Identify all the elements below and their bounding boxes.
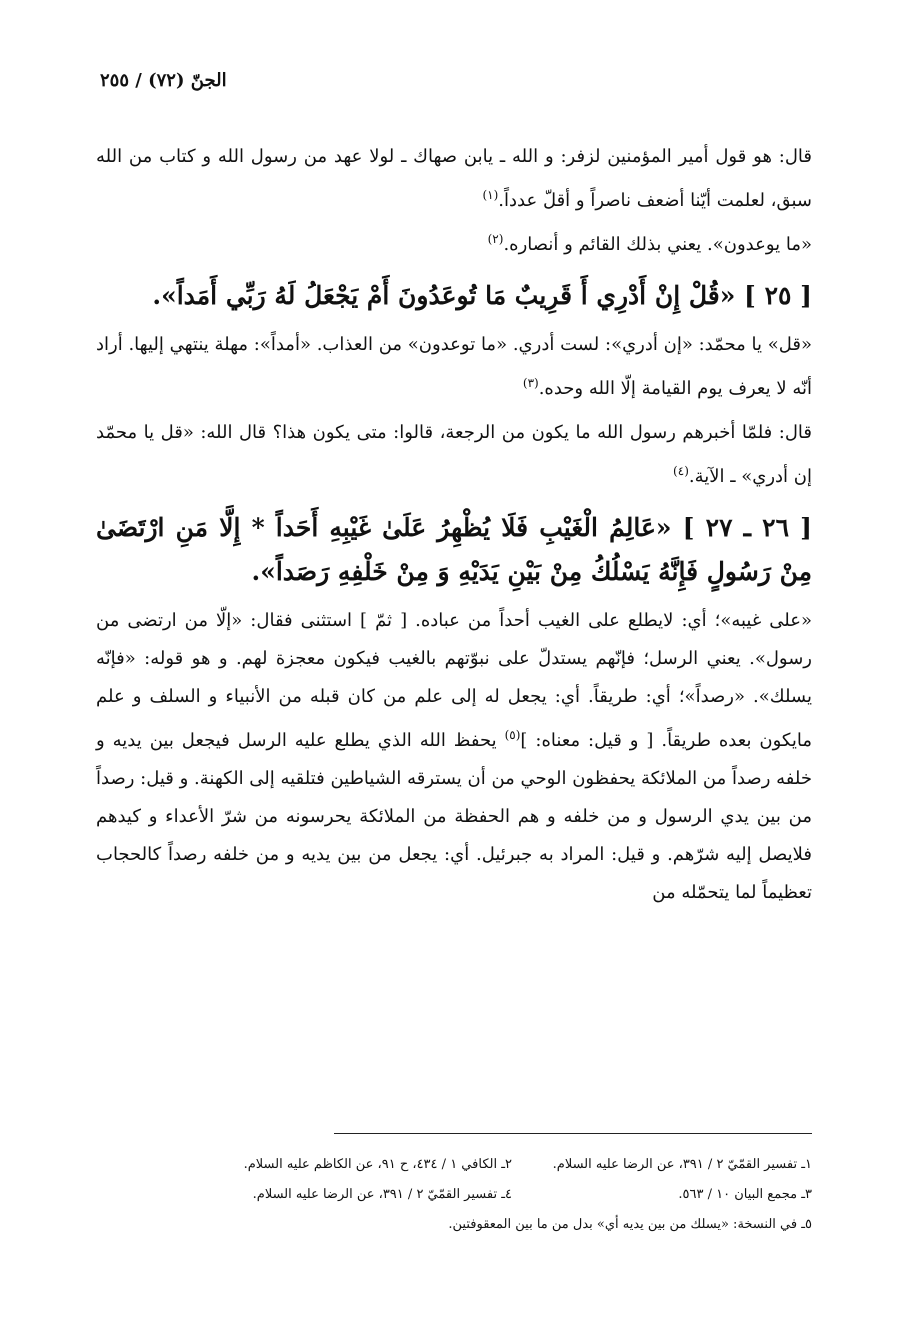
- footnote-1: ١ـ تفسير القمّيّ ٢ / ٣٩١، عن الرضا عليه السلام.: [552, 1157, 812, 1172]
- paragraph-2: [96, 220, 812, 264]
- footnote-ref-1[interactable]: (١): [482, 188, 499, 202]
- footnote-4: ٤ـ تفسير القمّيّ ٢ / ٣٩١، عن الرضا عليه السلام.: [252, 1187, 512, 1202]
- paragraph-1-text: قال: هو قول أمير المؤمنين لزفر: و الله ـ يابن صهاك ـ لولا عهد من رسول الله و كتاب من الله سبق، لعلمت أيّنا أضعف ناصراً و أقلّ عدداً.: [96, 146, 812, 211]
- footnote-row-1: [160, 1150, 812, 1180]
- footnote-ref-2[interactable]: (٢): [487, 232, 504, 246]
- footnotes: [160, 1150, 812, 1240]
- footnote-divider: [334, 1133, 812, 1134]
- paragraph-5-text-a: «على غيبه»؛ أي: لايطلع على الغيب أحداً من عباده. [ ثمّ ] استثنى فقال: «إلّا من ارتضى من رسول». يعني الرسل؛ فإنّهم يستدلّ على نبوّتهم بالغيب فيكون معجزة لهم. و هو قوله: «فإنّه يسلك». «رصداً»؛ أي: طريقاً. أي: يجعل له إلى علم من كان قبله من الأنبياء و السلف و علم مايكون بعده طريقاً. [ و قيل: معناه: ]: [96, 610, 812, 751]
- footnote-2: ٢ـ الكافي ١ / ٤٣٤، ح ٩١، عن الكاظم عليه السلام.: [243, 1157, 512, 1172]
- paragraph-5-text-b: يحفظ الله الذي يطلع عليه الرسل فيجعل بين يديه و خلفه رصداً من الملائكة يحفظون الوحي من أن يسترقه الشياطين فتلقيه إلى الكهنة. و قيل: رصداً من بين يدي الرسول و من خلفه و هم الحفظة من الملائكة يحرسونه من شرّ الأعداء و كيدهم فلايصل إليه شرّهم. و قيل: المراد به جبرئيل. أي: يجعل من بين يديه و من خلفه رصداً كالحجاب تعظيماً لما يتحمّله من: [96, 730, 813, 903]
- paragraph-3-text: «قل» يا محمّد: «إن أدري»: لست أدري. «ما توعدون» من العذاب. «أمداً»: مهلة ينتهي إليها. أراد أنّه لا يعرف يوم القيامة إلّا الله وحده.: [96, 334, 812, 399]
- paragraph-4: [96, 414, 812, 496]
- footnote-row-2: [160, 1180, 812, 1210]
- paragraph-2-text: «ما يوعدون». يعني بذلك القائم و أنصاره.: [503, 234, 812, 255]
- running-head: الجنّ (٧٢) / ٢٥٥: [100, 70, 227, 91]
- footnote-ref-4[interactable]: (٤): [673, 464, 689, 478]
- footnote-ref-5[interactable]: (٥): [504, 728, 521, 742]
- paragraph-4-text: قال: فلمّا أخبرهم رسول الله ما يكون من الرجعة، قالوا: متى يكون هذا؟ قال الله: «قل يا محمّد إن أدري» ـ الآية.: [96, 422, 812, 487]
- verse-25: [ ٢٥ ] «قُلْ إِنْ أَدْرِي أَ قَرِيبٌ مَا تُوعَدُونَ أَمْ يَجْعَلُ لَهُ رَبِّي أَمَداً».: [152, 281, 812, 310]
- paragraph-1: [96, 138, 812, 220]
- paragraph-3: [96, 326, 812, 408]
- verse-26-27: [ ٢٦ ـ ٢٧ ] «عَالِمُ الْغَيْبِ فَلَا يُظْهِرُ عَلَىٰ غَيْبِهِ أَحَداً * إِلَّا مَنِ ارْتَضَىٰ مِنْ رَسُولٍ فَإِنَّهُ يَسْلُكُ مِنْ بَيْنِ يَدَيْهِ وَ مِنْ خَلْفِهِ رَصَداً».: [96, 513, 812, 586]
- footnote-3: ٣ـ مجمع البيان ١٠ / ٥٦٣.: [678, 1187, 812, 1202]
- footnote-ref-3[interactable]: (٣): [522, 376, 539, 390]
- main-text: [96, 138, 812, 912]
- footnote-5: ٥ـ في النسخة: «يسلك من بين يديه أي» بدل من ما بين المعقوفتين.: [448, 1217, 812, 1232]
- paragraph-5: [96, 602, 812, 912]
